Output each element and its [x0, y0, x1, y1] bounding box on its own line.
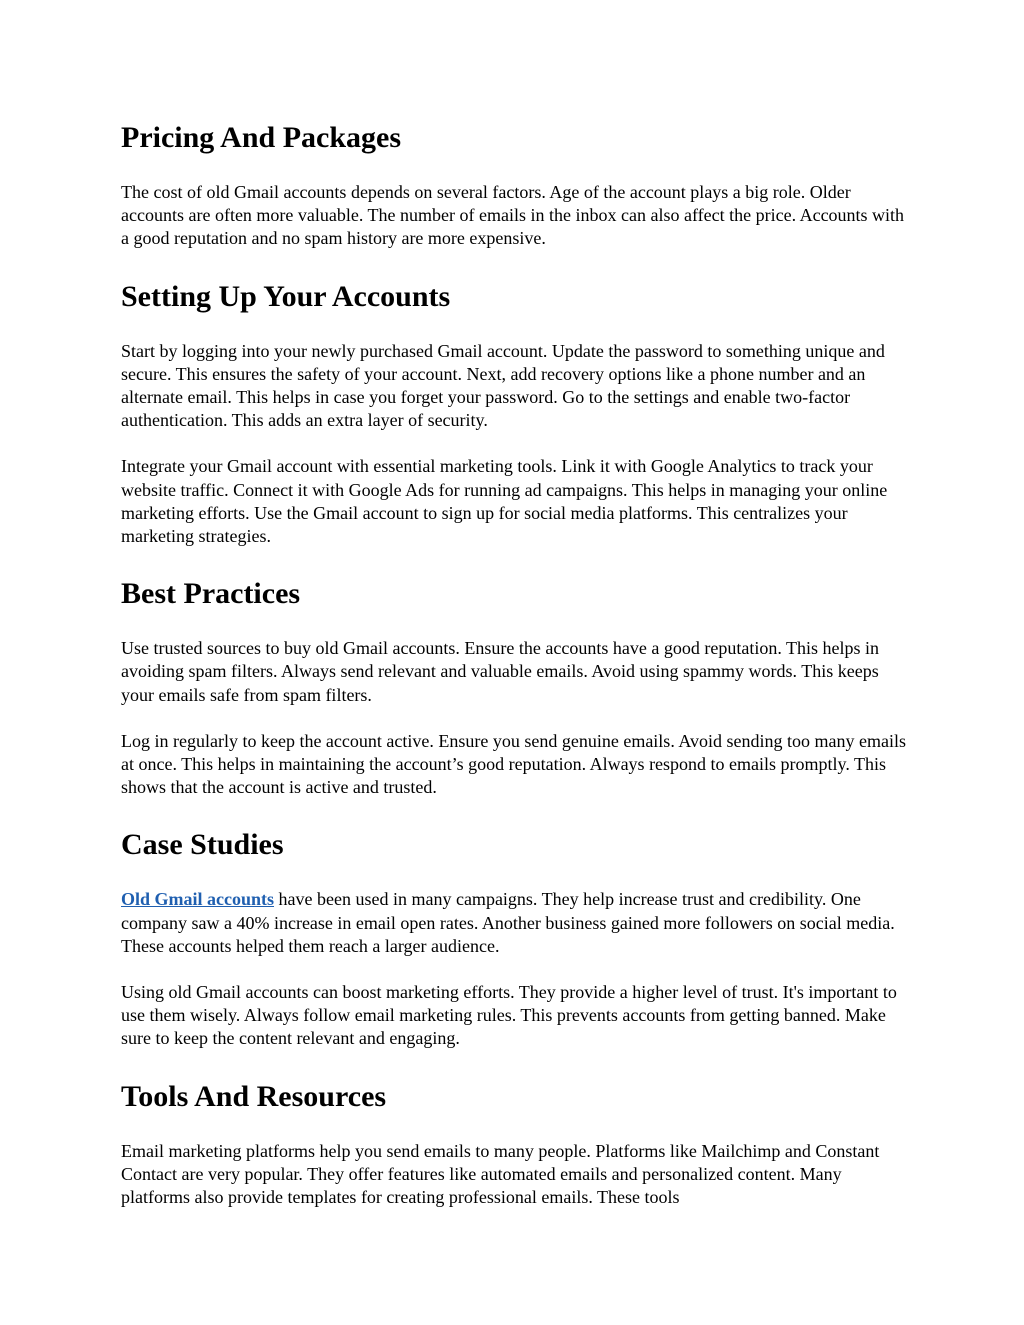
section-heading: Best Practices	[121, 577, 301, 611]
section-heading: Tools And Resources	[121, 1079, 387, 1113]
old-gmail-accounts-link[interactable]: Old Gmail accounts	[121, 889, 275, 910]
paragraph: Start by logging into your newly purchased Gmail account. Update the password to something unique and secure. This ensures the safety of your account. Next, add recovery options like a phone number and an alternate email. This helps in case you forget your password. Go to the settings and enable two-factor authentication. This adds an extra layer of security.	[121, 340, 885, 431]
section-heading: Case Studies	[121, 828, 284, 862]
document-page	[121, 120, 911, 1232]
paragraph-text: have been used in many campaigns. They help increase trust and credibility. One company saw a 40% increase in email open rates. Another business gained more followers on social media. These accounts helped them reach a larger audience.	[121, 889, 895, 956]
section-setting-up-your-accounts	[121, 279, 911, 549]
paragraph: Email marketing platforms help you send emails to many people. Platforms like Mailchimp and Constant Contact are very popular. They offer features like automated emails and personalized content. Many platforms also provide templates for creating professional emails. These tools	[121, 1140, 880, 1208]
paragraph: The cost of old Gmail accounts depends on several factors. Age of the account plays a big role. Older accounts are often more valuable. The number of emails in the inbox can also affect the price. Accounts with a good reputation and no spam history are more expensive.	[121, 182, 905, 249]
paragraph: Log in regularly to keep the account active. Ensure you send genuine emails. Avoid sending too many emails at once. This helps in maintaining the account’s good reputation. Always respond to emails promptly. This shows that the account is active and trusted.	[121, 730, 906, 798]
section-heading: Pricing And Packages	[121, 121, 402, 154]
paragraph: Use trusted sources to buy old Gmail accounts. Ensure the accounts have a good reputation. This helps in avoiding spam filters. Always send relevant and valuable emails. Avoid using spammy words. This keeps your emails safe from spam filters.	[121, 638, 879, 705]
paragraph: Integrate your Gmail account with essential marketing tools. Link it with Google Analytics to track your website traffic. Connect it with Google Ads for running ad campaigns. This helps in managing your online marketing efforts. Use the Gmail account to sign up for social media platforms. This centralizes your marketing strategies.	[121, 456, 888, 547]
paragraph: Using old Gmail accounts can boost marketing efforts. They provide a higher level of trust. It's important to use them wisely. Always follow email marketing rules. This prevents accounts from getting banned. Make sure to keep the content relevant and engaging.	[121, 982, 897, 1049]
section-heading: Setting Up Your Accounts	[121, 279, 451, 313]
paragraph-with-link	[121, 888, 911, 958]
section-case-studies	[121, 827, 911, 1050]
section-best-practices	[121, 576, 911, 799]
section-tools-and-resources	[121, 1079, 911, 1210]
section-pricing-and-packages	[121, 120, 911, 251]
